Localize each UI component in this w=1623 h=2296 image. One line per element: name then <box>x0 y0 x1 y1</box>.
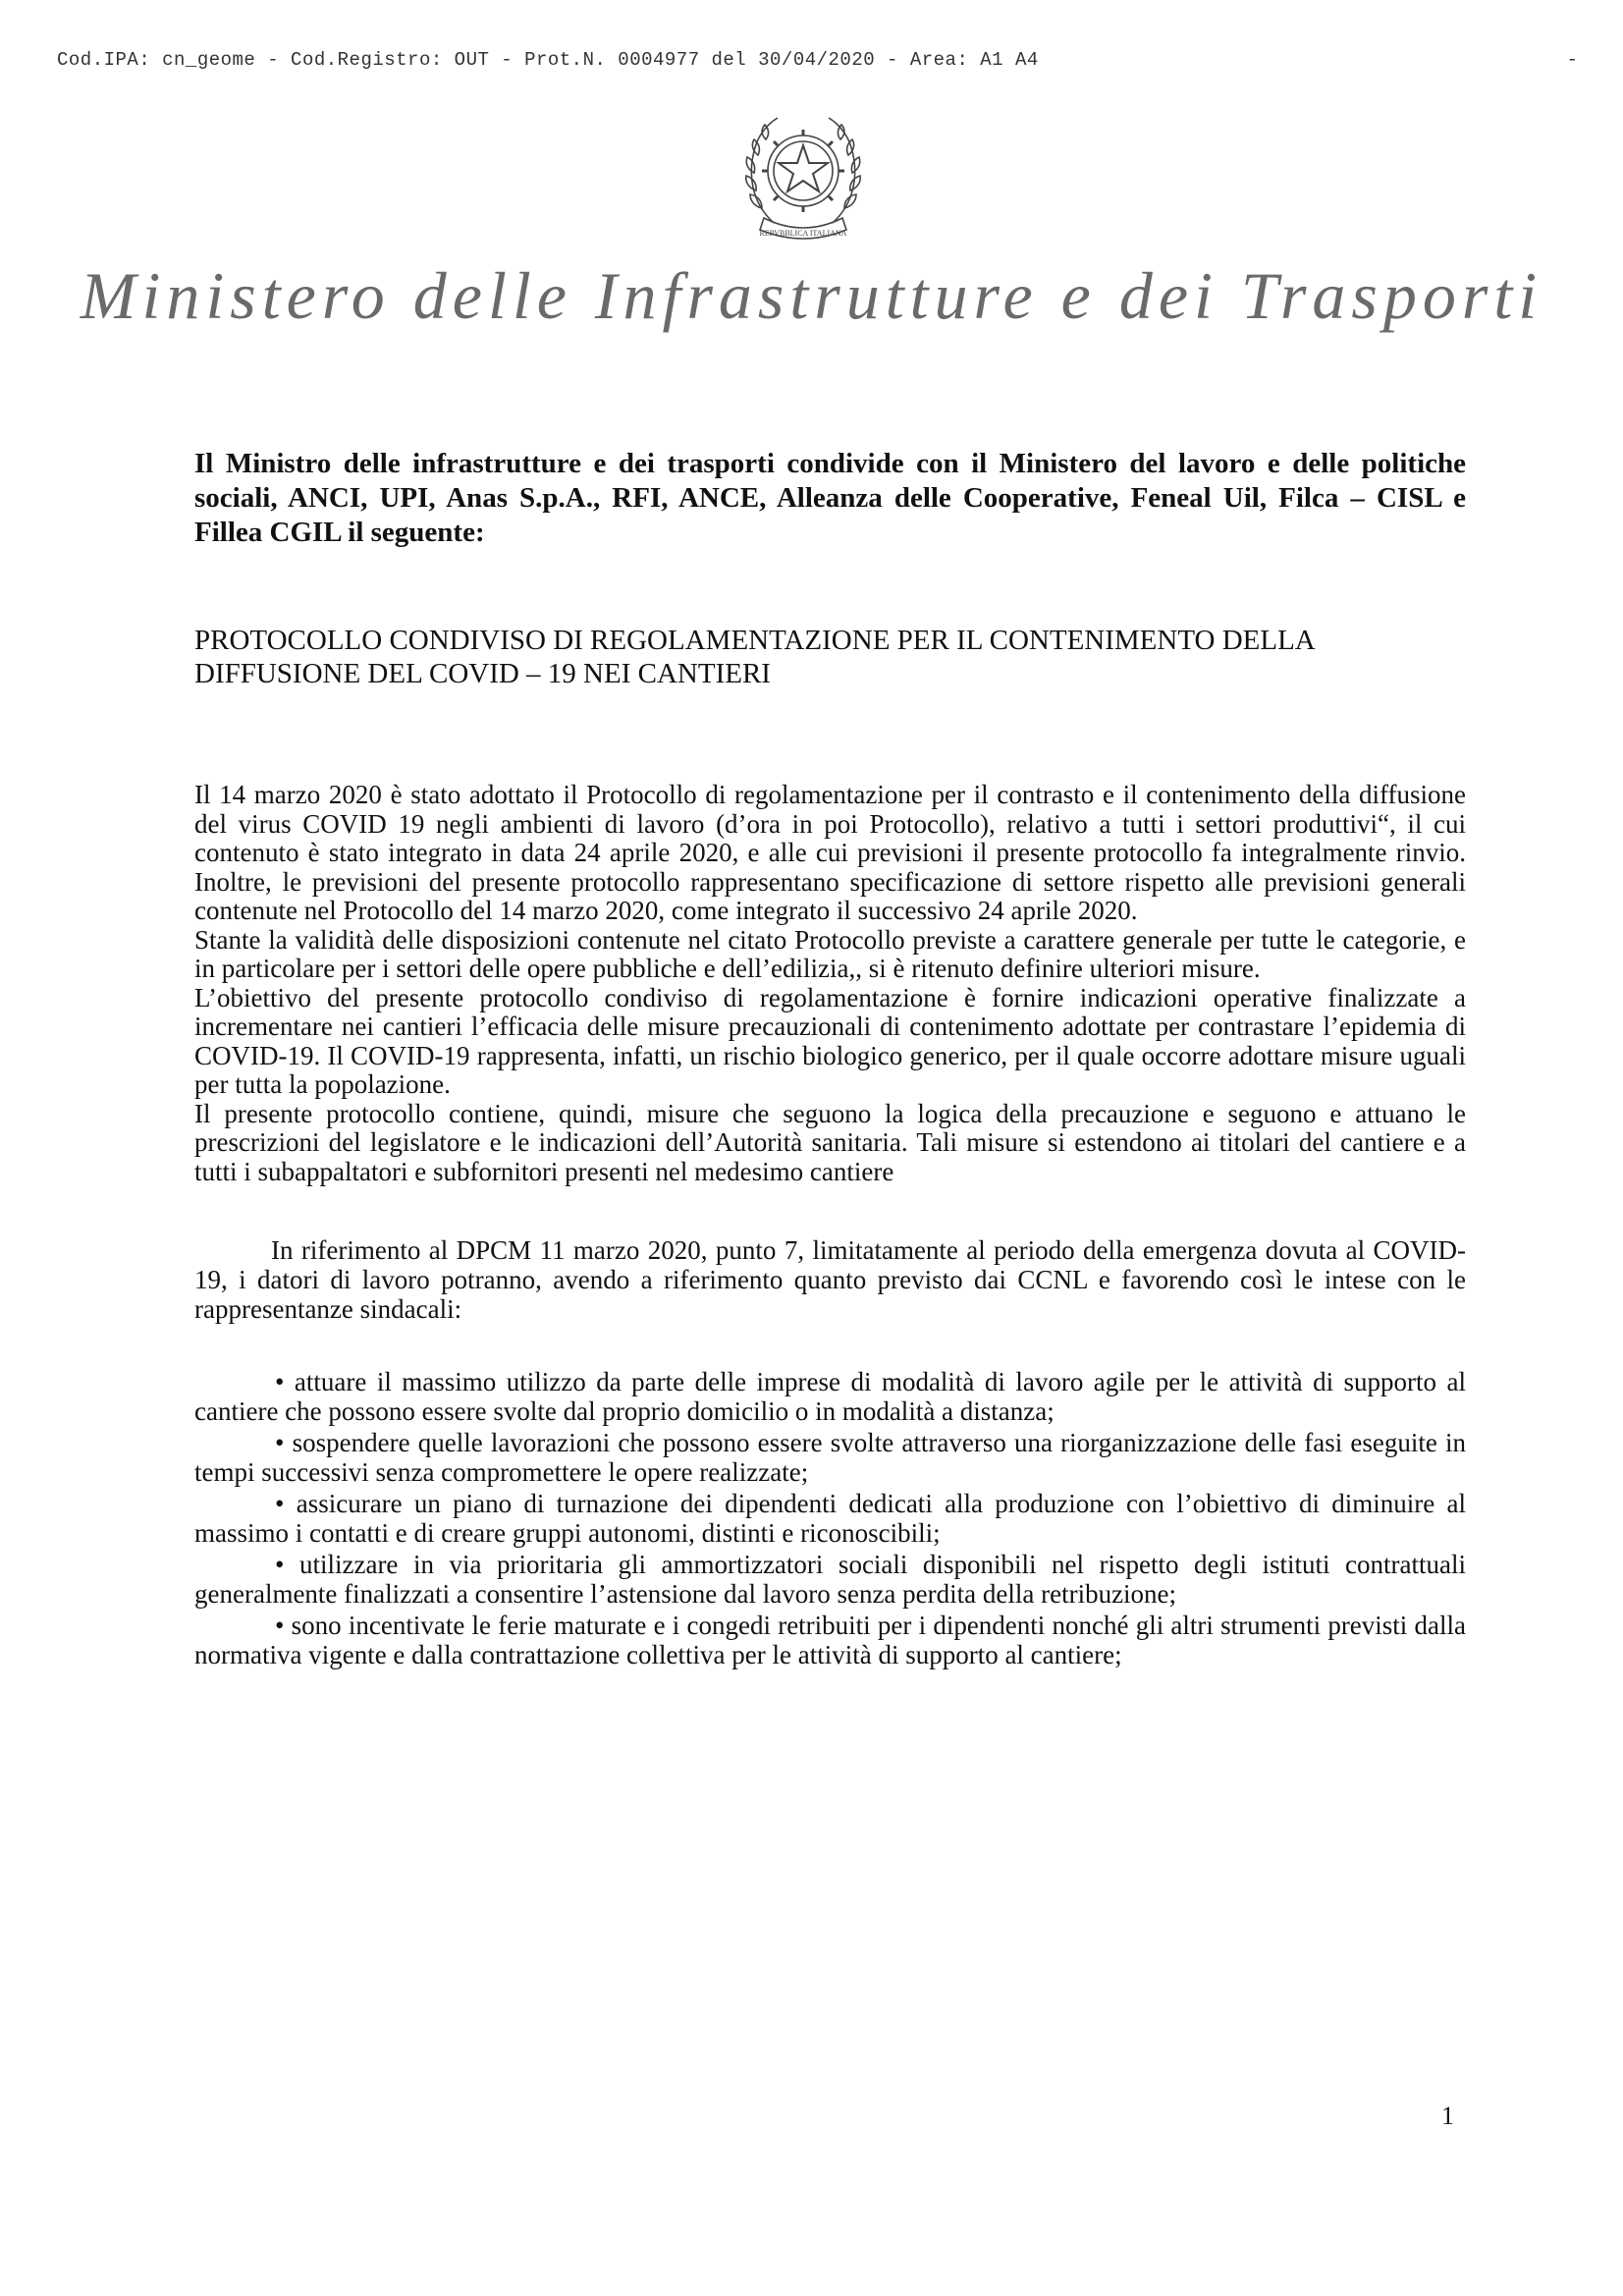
list-item <box>194 1428 1466 1487</box>
protocol-title: PROTOCOLLO CONDIVISO DI REGOLAMENTAZIONE PER IL CONTENIMENTO DELLA DIFFUSIONE DEL COVID – 19 NEI CANTIERI <box>194 625 1315 689</box>
protocol-stamp: Cod.IPA: cn_geome - Cod.Registro: OUT - Prot.N. 0004977 del 30/04/2020 - Area: A1 A4 <box>57 49 1039 71</box>
list-item <box>194 1550 1466 1609</box>
bullet-marker: • <box>275 1489 285 1518</box>
bullet-marker: • <box>275 1428 285 1457</box>
page-number: 1 <box>1441 2102 1454 2130</box>
list-item-text: attuare il massimo utilizzo da parte delle imprese di modalità di lavoro agile per le attività di supporto al cantiere che possono essere svolte dal proprio domicilio o in modalità a distanza; <box>194 1367 1467 1426</box>
list-item-text: assicurare un piano di turnazione dei dipendenti dedicati alla produzione con l’obiettivo di diminuire al massimo i contatti e di creare gruppi autonomi, distinti e riconoscibili; <box>194 1489 1466 1548</box>
ministry-letterhead: Ministero delle Infrastrutture e dei Trasporti <box>80 258 1543 333</box>
paragraph-1: Il 14 marzo 2020 è stato adottato il Protocollo di regolamentazione per il contrasto e il contenimento della diffusione del virus COVID 19 negli ambienti di lavoro (d’ora in poi Protocollo), relativo a tutti i settori produttivi“, il cui contenuto è stato integrato in data 24 aprile 2020, e alle cui previsioni il presente protocollo fa integralmente rinvio. Inoltre, le previsioni del presente protocollo rappresentano specificazione di settore rispetto alle previsioni generali contenute nel Protocollo del 14 marzo 2020, come integrato il successivo 24 aprile 2020. <box>194 780 1466 925</box>
stamp-dash: - <box>1566 49 1578 71</box>
list-item <box>194 1611 1466 1669</box>
dpcm-paragraph: In riferimento al DPCM 11 marzo 2020, punto 7, limitatamente al periodo della emergenza dovuta al COVID-19, i datori di lavoro potranno, avendo a riferimento quanto previsto dai CCNL e favorendo così le intese con le rappresentanze sindacali: <box>194 1235 1466 1324</box>
document-body <box>194 447 1466 1671</box>
paragraph-4: Il presente protocollo contiene, quindi, misure che seguono la logica della precauzione e seguono e attuano le prescrizioni del legislatore e le indicazioni dell’Autorità sanitaria. Tali misure si estendono ai titolari del cantiere e a tutti i subappaltatori e subfornitori presenti nel medesimo cantiere <box>194 1098 1466 1186</box>
list-item-text: sospendere quelle lavorazioni che possono essere svolte attraverso una riorganizzazione delle fasi eseguite in tempi successivi senza compromettere le opere realizzate; <box>194 1428 1467 1487</box>
paragraph-3: L’obiettivo del presente protocollo condiviso di regolamentazione è fornire indicazioni operative finalizzate a incrementare nei cantieri l’efficacia delle misure precauzionali di contenimento adottate per contrastare l’epidemia di COVID-19. Il COVID-19 rappresenta, infatti, un rischio biologico generico, per il quale occorre adottare misure uguali per tutta la popolazione. <box>194 982 1466 1099</box>
paragraph-2: Stante la validità delle disposizioni contenute nel citato Protocollo previste a carattere generale per tutte le categorie, e in particolare per i settori delle opere pubbliche e dell’edilizia,, si è ritenuto definire ulteriori misure. <box>194 924 1466 983</box>
list-item <box>194 1367 1466 1426</box>
list-item-text: sono incentivate le ferie maturate e i congedi retribuiti per i dipendenti nonché gli altri strumenti previsti dalla normativa vigente e dalla contrattazione collettiva per le attività di supporto al cantiere; <box>194 1611 1466 1669</box>
measures-list <box>194 1367 1466 1669</box>
intro-paragraph: Il Ministro delle infrastrutture e dei trasporti condivide con il Ministero del lavoro e delle politiche sociali, ANCI, UPI, Anas S.p.A., RFI, ANCE, Alleanza delle Cooperative, Feneal Uil, Filca – CISL e Fillea CGIL il seguente: <box>194 448 1466 548</box>
preamble-paragraphs <box>194 781 1466 1186</box>
emblem-motto: REPVBBLICA ITALIANA <box>759 229 847 238</box>
list-item-text: utilizzare in via prioritaria gli ammortizzatori sociali disponibili nel rispetto degli istituti contrattuali generalmente finalizzati a consentire l’astensione dal lavoro senza perdita della retribuzione; <box>194 1550 1467 1609</box>
bullet-marker: • <box>275 1550 285 1579</box>
bullet-marker: • <box>275 1611 285 1640</box>
italian-republic-emblem-icon <box>734 100 872 247</box>
bullet-marker: • <box>275 1367 285 1396</box>
list-item <box>194 1489 1466 1548</box>
